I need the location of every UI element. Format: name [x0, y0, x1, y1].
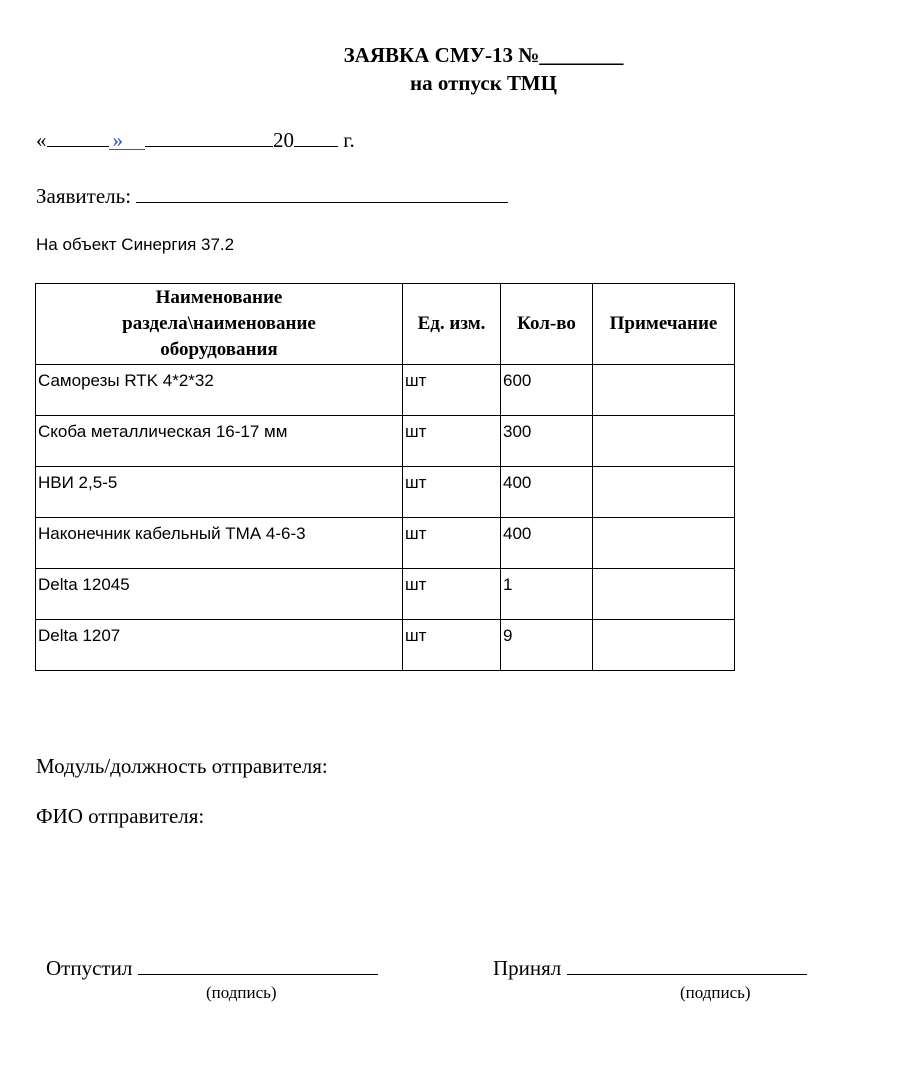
released-signature-line[interactable]: [138, 956, 378, 975]
day-blank[interactable]: [47, 128, 109, 147]
cell-qty: 400: [501, 467, 593, 518]
column-header-unit: Ед. изм.: [403, 284, 501, 365]
released-label: Отпустил: [46, 956, 133, 980]
received-label: Принял: [493, 956, 562, 980]
table-row: [36, 467, 735, 518]
cell-unit: шт: [403, 467, 501, 518]
table-row: [36, 416, 735, 467]
month-blank[interactable]: [145, 128, 273, 147]
cell-qty: 1: [501, 569, 593, 620]
year-suffix: г.: [343, 128, 355, 152]
table-row: [36, 518, 735, 569]
year-blank[interactable]: [294, 128, 338, 147]
cell-name: Delta 1207: [36, 620, 403, 671]
applicant-label: Заявитель:: [36, 184, 132, 208]
object-line: На объект Синергия 37.2: [36, 235, 235, 254]
cell-note: [593, 620, 735, 671]
released-signature-caption: (подпись): [206, 983, 277, 1002]
applicant-blank[interactable]: [136, 184, 508, 203]
cell-name: НВИ 2,5-5: [36, 467, 403, 518]
cell-name: Саморезы RTK 4*2*32: [36, 365, 403, 416]
cell-name: Наконечник кабельный ТМА 4-6-3: [36, 518, 403, 569]
cell-note: [593, 467, 735, 518]
document-subtitle: на отпуск ТМЦ: [410, 71, 557, 95]
year-prefix: 20: [273, 128, 294, 152]
cell-name: Скоба металлическая 16-17 мм: [36, 416, 403, 467]
column-header-name: Наименование раздела\наименование оборудования: [36, 284, 403, 365]
cell-unit: шт: [403, 569, 501, 620]
sender-module-label: Модуль/должность отправителя:: [36, 754, 328, 778]
table-header-row: [36, 284, 735, 365]
cell-qty: 400: [501, 518, 593, 569]
sender-name-label: ФИО отправителя:: [36, 804, 205, 828]
date-open-quote: «: [36, 128, 47, 152]
cell-unit: шт: [403, 365, 501, 416]
cell-name: Delta 12045: [36, 569, 403, 620]
cell-note: [593, 569, 735, 620]
cell-qty: 9: [501, 620, 593, 671]
cell-qty: 600: [501, 365, 593, 416]
cell-unit: шт: [403, 518, 501, 569]
table-row: [36, 620, 735, 671]
cell-qty: 300: [501, 416, 593, 467]
cell-note: [593, 365, 735, 416]
date-line: [36, 128, 355, 153]
received-signature: [493, 956, 807, 981]
column-header-qty: Кол-во: [501, 284, 593, 365]
cell-note: [593, 416, 735, 467]
table-row: [36, 569, 735, 620]
cell-unit: шт: [403, 620, 501, 671]
cell-unit: шт: [403, 416, 501, 467]
date-close-quote: »: [109, 131, 146, 150]
items-table: [35, 283, 735, 671]
document-title: ЗАЯВКА СМУ-13 №________: [343, 43, 624, 67]
applicant-line: [36, 184, 508, 209]
released-signature: [46, 956, 378, 981]
column-header-note: Примечание: [593, 284, 735, 365]
received-signature-line[interactable]: [567, 956, 807, 975]
cell-note: [593, 518, 735, 569]
received-signature-caption: (подпись): [680, 983, 751, 1002]
table-row: [36, 365, 735, 416]
